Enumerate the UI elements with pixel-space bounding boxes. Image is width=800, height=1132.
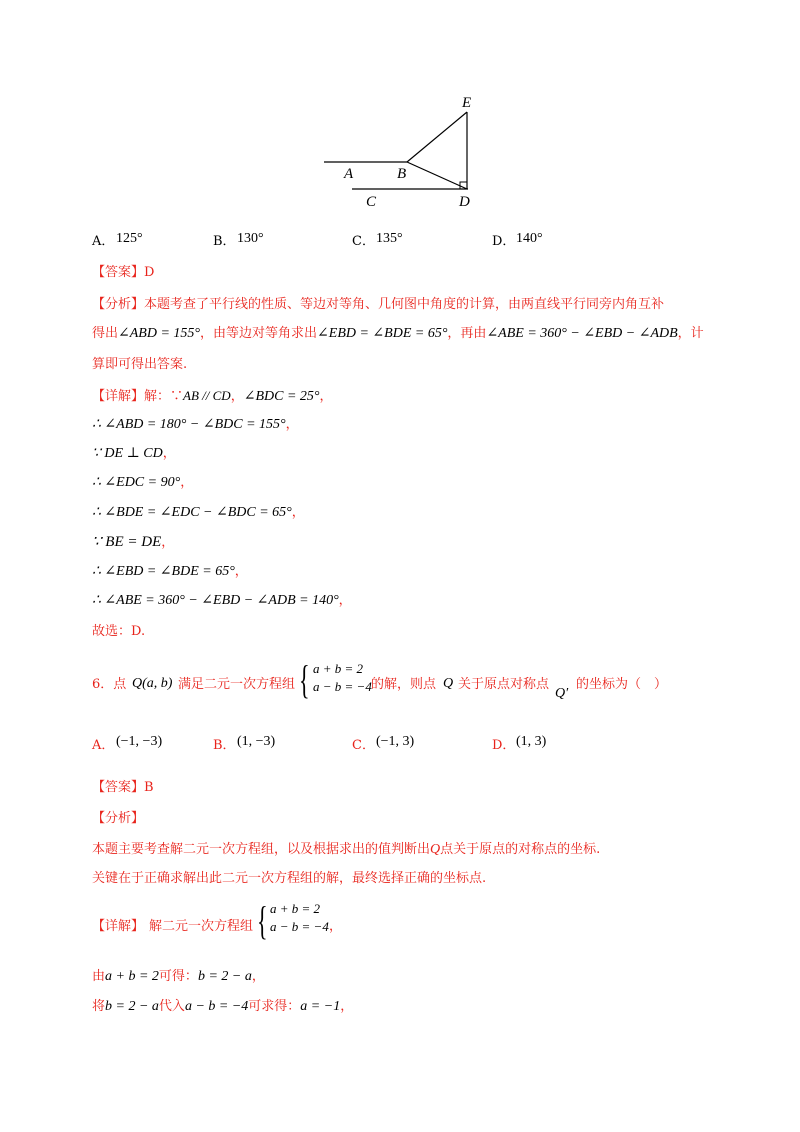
q5-answer	[92, 264, 154, 282]
answer-value: D	[144, 265, 155, 280]
math-expr: ∠ABD = 155°	[118, 326, 201, 341]
punct: ，	[161, 535, 175, 550]
q6-analysis-tag: 【分析】	[92, 811, 145, 826]
q5-option-c-value: 135°	[376, 231, 403, 246]
equation-1: a + b = 2	[313, 661, 364, 676]
math-expr: ∵ DE ⊥ CD	[92, 446, 163, 461]
q6-option-a-value: (−1, −3)	[116, 734, 163, 749]
punct: ，	[319, 389, 333, 404]
q6-text: 的解，则点	[371, 677, 437, 692]
punct: ，	[329, 919, 343, 934]
answer-tag: 【答案】	[92, 265, 145, 280]
label-a: A	[344, 166, 354, 182]
punct: ，	[234, 564, 248, 579]
q5-option-a-value: 125°	[116, 231, 143, 246]
q6-option-c-value: (−1, 3)	[376, 734, 415, 749]
math-expr: ∠BDC = 25°	[243, 389, 320, 404]
q6-option-d-letter: D．	[492, 738, 516, 753]
analysis-text: 本题考查了平行线的性质、等边对等角、几何图中角度的计算，由两直线平行同旁内角互补	[144, 297, 665, 312]
math-expr: ∴ ∠ABD = 180° − ∠BDC = 155°	[92, 417, 286, 432]
q6-text: 关于原点对称点	[458, 677, 550, 692]
analysis-text: ，由等边对等角求出	[200, 326, 318, 341]
math-expr: Q	[430, 842, 441, 857]
analysis-text: ，再由	[447, 326, 487, 341]
punct: ，	[340, 999, 354, 1014]
label-c: C	[366, 194, 377, 210]
math-expr: ∠EBD = ∠BDE = 65°	[317, 326, 448, 341]
q6-analysis-line-2: 关键在于正确求解出此二元一次方程组的解，最终选择正确的坐标点.	[92, 871, 487, 886]
math-expr: ∵ BE = DE	[92, 534, 162, 550]
analysis-tag: 【分析】	[92, 297, 145, 312]
math-expr: ∴ ∠ABE = 360° − ∠EBD − ∠ADB = 140°	[92, 593, 339, 608]
q5-analysis-line-1	[92, 296, 664, 314]
q6-option-d-value: (1, 3)	[516, 734, 547, 749]
q6-q: Q	[443, 676, 454, 691]
equation-2: a − b = −4	[270, 919, 329, 934]
system-brace: {	[257, 898, 268, 943]
q5-step	[92, 504, 305, 522]
detail-text: 可求得：	[248, 999, 301, 1014]
system-brace: {	[299, 657, 310, 702]
q6-q-prime: Q′	[555, 686, 569, 701]
punct: ，	[338, 593, 352, 608]
punct: ，	[291, 505, 305, 520]
q5-option-d-value: 140°	[516, 231, 543, 246]
math-expr: ∴ ∠EBD = ∠BDE = 65°	[92, 564, 235, 579]
q6-answer	[92, 779, 154, 797]
math-expr: AB // CD	[183, 388, 231, 403]
q5-conclusion: 故选：D.	[92, 624, 146, 639]
label-e: E	[462, 95, 472, 111]
punct: ，	[162, 446, 176, 461]
math-expr: a = −1	[300, 999, 341, 1014]
math-expr: b = 2 − a	[197, 969, 252, 984]
q6-detail-line-1	[92, 968, 265, 986]
answer-value: B	[144, 780, 154, 795]
punct: ，	[285, 417, 299, 432]
detail-tag: 【详解】	[92, 389, 145, 404]
q6-option-a-letter: A．	[92, 738, 115, 753]
q6-text: 的坐标为（ ）	[576, 677, 668, 692]
q5-step	[92, 563, 248, 581]
q5-step	[92, 416, 299, 434]
q6-option-b-letter: B．	[213, 738, 236, 753]
punct: ，	[251, 969, 265, 984]
q6-text: 满足二元一次方程组	[178, 677, 296, 692]
detail-text: 解：∵	[144, 389, 184, 404]
math-expr: ∴ ∠EDC = 90°	[92, 475, 181, 490]
q5-step	[92, 533, 174, 552]
q5-option-c-letter: C．	[352, 234, 375, 249]
analysis-text: 本题主要考查解二元一次方程组，以及根据求出的值判断出	[92, 842, 431, 857]
punct: ，	[230, 389, 244, 404]
label-d: D	[459, 194, 470, 210]
q5-analysis-line-3: 算即可得出答案.	[92, 357, 188, 372]
equation-2: a − b = −4	[313, 679, 372, 694]
q5-option-b-value: 130°	[237, 231, 264, 246]
segment-be	[407, 112, 467, 162]
math-expr: a − b = −4	[184, 999, 249, 1014]
geometry-figure	[320, 90, 490, 215]
detail-text: 解二元一次方程组	[149, 919, 254, 934]
q5-option-b-letter: B．	[213, 234, 236, 249]
q5-detail-line-1	[92, 387, 333, 406]
q6-option-b-value: (1, −3)	[237, 734, 276, 749]
q5-option-d-letter: D．	[492, 234, 516, 249]
analysis-text: ，计	[677, 326, 704, 341]
detail-tag: 【详解】	[92, 919, 145, 934]
math-expr: ∠ABE = 360° − ∠EBD − ∠ADB	[486, 326, 678, 341]
detail-text: 将	[92, 999, 106, 1014]
q6-analysis-line-1	[92, 841, 600, 859]
analysis-text: 点关于原点的对称点的坐标.	[440, 842, 601, 857]
detail-text: 由	[92, 969, 106, 984]
q6-point: Q(a, b)	[132, 676, 173, 691]
q5-step	[92, 592, 352, 610]
equation-system	[313, 660, 372, 696]
q6-detail-line-2	[92, 998, 353, 1016]
q6-number: 6．点	[92, 677, 127, 692]
label-b: B	[397, 166, 407, 182]
punct: ，	[180, 475, 194, 490]
q5-step	[92, 474, 193, 492]
q6-option-c-letter: C．	[352, 738, 375, 753]
detail-text: 可得：	[158, 969, 198, 984]
q5-option-a-letter: A．	[92, 234, 115, 249]
detail-text: 代入	[158, 999, 185, 1014]
q5-analysis-line-2	[92, 325, 704, 343]
math-expr: a + b = 2	[105, 969, 159, 984]
equation-system	[270, 900, 329, 936]
answer-tag: 【答案】	[92, 780, 145, 795]
analysis-text: 得出	[92, 326, 119, 341]
segment-bd	[407, 162, 467, 189]
q5-step	[92, 445, 176, 463]
equation-1: a + b = 2	[270, 901, 321, 916]
math-expr: ∴ ∠BDE = ∠EDC − ∠BDC = 65°	[92, 505, 292, 520]
math-expr: b = 2 − a	[105, 999, 159, 1014]
